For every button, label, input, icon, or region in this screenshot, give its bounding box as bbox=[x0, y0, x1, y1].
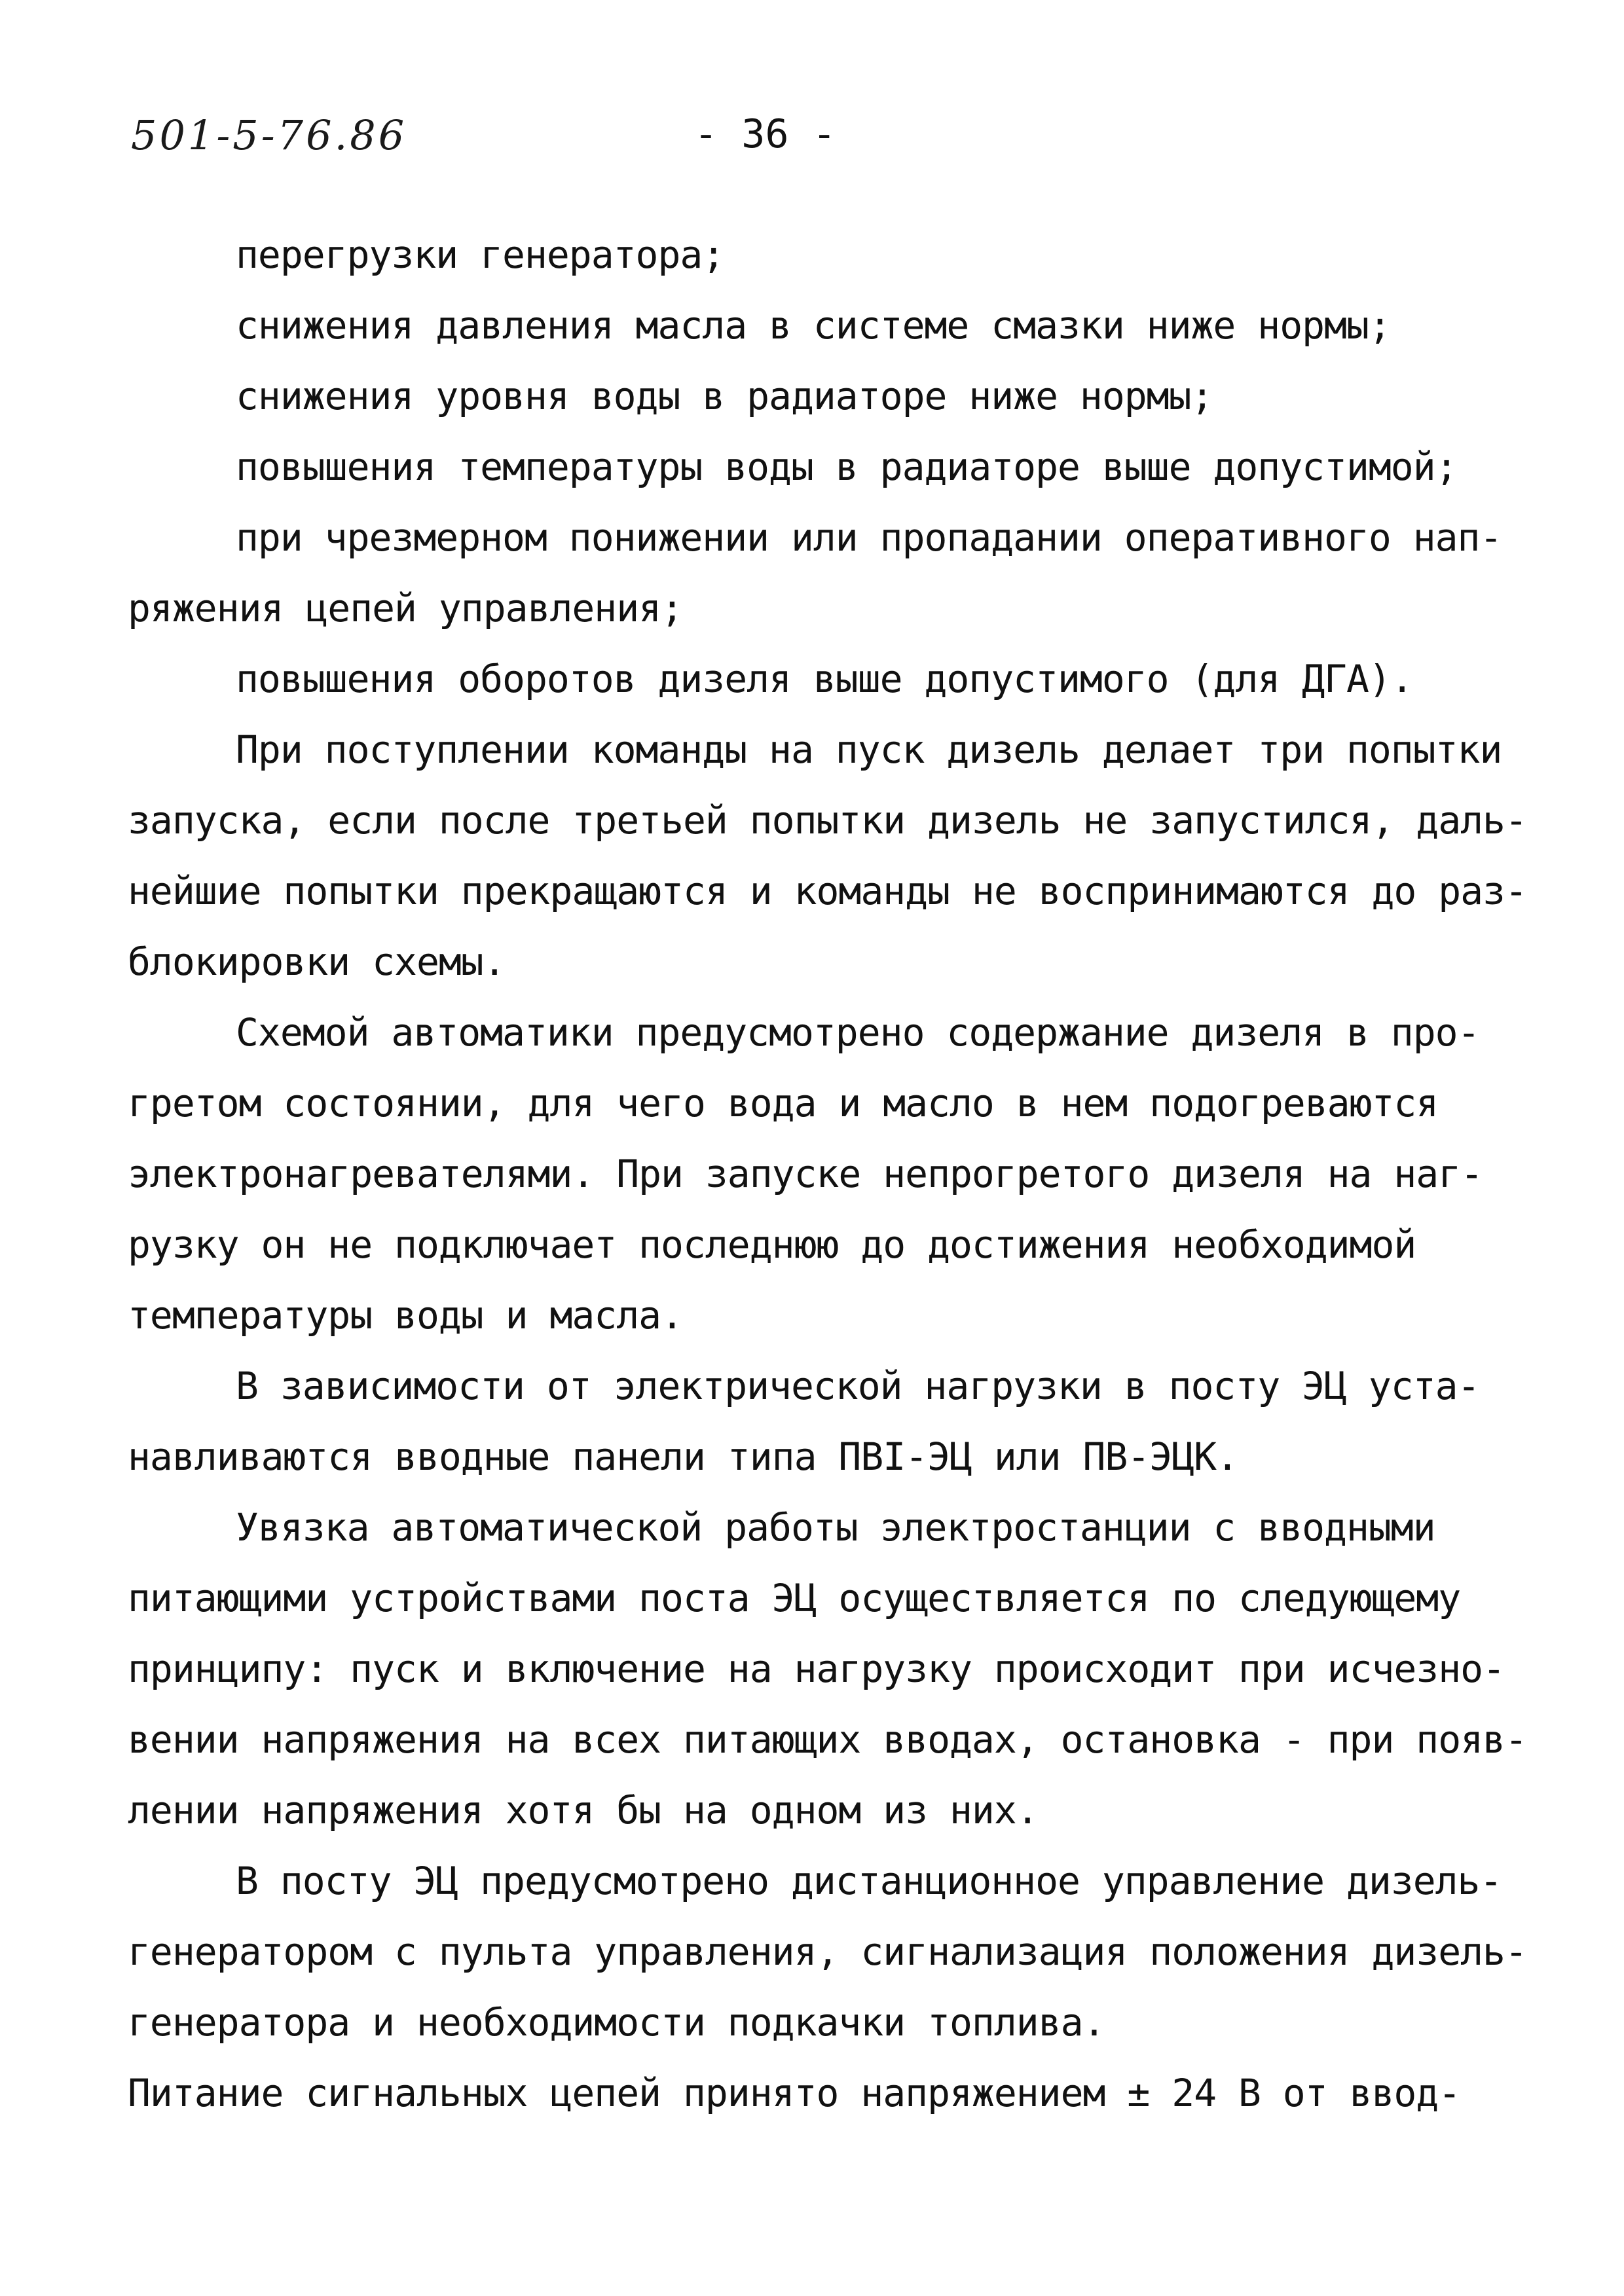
text-line: нейшие попытки прекращаются и команды не воспринимаются до раз- bbox=[128, 869, 1527, 913]
page-number: - 36 - bbox=[694, 111, 836, 157]
text-line: электронагревателями. При запуске непрогретого дизеля на наг- bbox=[128, 1152, 1483, 1196]
text-line: перегрузки генератора; bbox=[236, 232, 725, 277]
text-line: Схемой автоматики предусмотрено содержание дизеля в про- bbox=[236, 1010, 1480, 1055]
text-line: Увязка автоматической работы электростанции с вводными bbox=[236, 1505, 1435, 1550]
text-line: гретом состоянии, для чего вода и масло в нем подогреваются bbox=[128, 1081, 1439, 1125]
text-line: запуска, если после третьей попытки дизель не запустился, даль- bbox=[128, 798, 1527, 843]
text-line: питающими устройствами поста ЭЦ осуществляется по следующему bbox=[128, 1576, 1461, 1620]
text-line: вении напряжения на всех питающих вводах, остановка - при появ- bbox=[128, 1717, 1527, 1762]
text-line: В посту ЭЦ предусмотрено дистанционное управление дизель- bbox=[236, 1859, 1502, 1903]
text-line: При поступлении команды на пуск дизель делает три попытки bbox=[236, 727, 1502, 772]
text-line: рузку он не подключает последнюю до достижения необходимой bbox=[128, 1222, 1416, 1267]
text-line: лении напряжения хотя бы на одном из них. bbox=[128, 1788, 1039, 1832]
text-line: генератора и необходимости подкачки топлива. bbox=[128, 2000, 1105, 2045]
text-line: при чрезмерном понижении или пропадании оперативного нап- bbox=[236, 515, 1502, 560]
text-line: снижения уровня воды в радиаторе ниже нормы; bbox=[236, 374, 1213, 418]
text-line: блокировки схемы. bbox=[128, 939, 506, 984]
document-code: 501-5-76.86 bbox=[131, 111, 407, 159]
text-line: Питание сигнальных цепей принято напряжением ± 24 В от ввод- bbox=[128, 2071, 1461, 2115]
text-line: ряжения цепей управления; bbox=[128, 586, 683, 630]
text-line: В зависимости от электрической нагрузки в посту ЭЦ уста- bbox=[236, 1364, 1480, 1408]
text-line: повышения оборотов дизеля выше допустимого (для ДГА). bbox=[236, 657, 1413, 701]
text-line: температуры воды и масла. bbox=[128, 1293, 683, 1338]
text-line: генератором с пульта управления, сигнализация положения дизель- bbox=[128, 1929, 1527, 1974]
document-body bbox=[128, 219, 1527, 2128]
text-line: навливаются вводные панели типа ПВI-ЭЦ или ПВ-ЭЦК. bbox=[128, 1434, 1238, 1479]
text-line: принципу: пуск и включение на нагрузку происходит при исчезно- bbox=[128, 1647, 1505, 1691]
text-line: повышения температуры воды в радиаторе выше допустимой; bbox=[236, 445, 1458, 489]
text-line: снижения давления масла в системе смазки ниже нормы; bbox=[236, 303, 1391, 348]
